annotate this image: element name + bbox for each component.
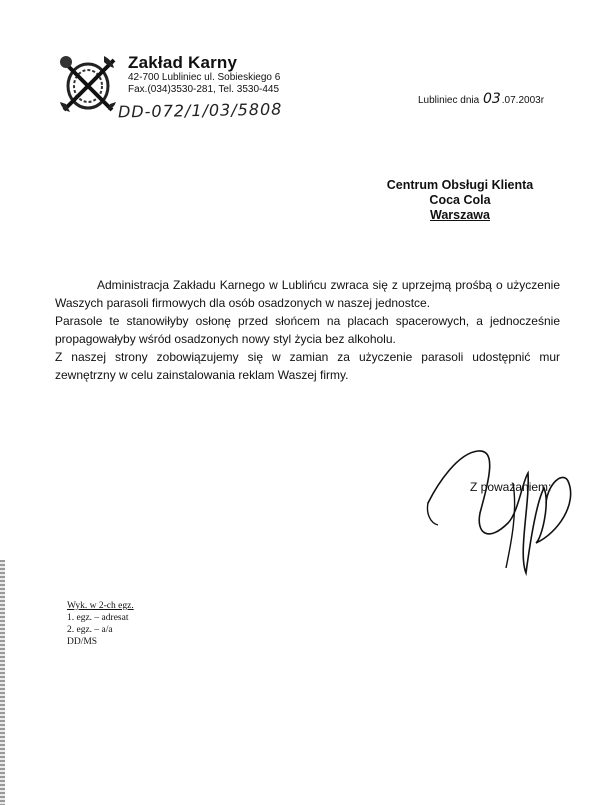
letter-body [55,276,560,384]
contact-line: Fax.(034)3530-281, Tel. 3530-445 [128,84,280,95]
copies-note [67,600,134,648]
organization-name: Zakład Karny [128,53,238,72]
handwritten-signature [418,443,588,583]
copies-item-2: 2. egz. – a/a [67,625,113,635]
date-suffix: .07.2003r [501,95,545,106]
author-initials: DD/MS [67,637,98,647]
organization-contact [128,72,280,96]
copies-item-1: 1. egz. – adresat [67,613,129,623]
recipient-block [360,178,560,223]
handwritten-reference-number: DD-072/1/03/5808 [117,99,283,122]
body-paragraph-3: Z naszej strony zobowiązujemy się w zamian za użyczenie parasoli udostępnić mur zewnętrzny w celu zainstalowania reklam Waszej firmy. [55,350,560,382]
prison-service-emblem-icon [56,52,120,114]
recipient-line-2: Coca Cola [429,193,491,207]
recipient-city: Warszawa [430,208,490,222]
scan-edge-artifact [0,560,5,805]
body-paragraph-1: Administracja Zakładu Karnego w Lublińcu zwraca się z uprzejmą prośbą o użyczenie Waszych parasoli firmowych dla osób osadzonych w naszej jednostce. [55,278,560,310]
date-day-handwritten: 03 [482,91,501,107]
body-paragraph-2: Parasole te stanowiłyby osłonę przed słońcem na placach spacerowych, a jednocześnie propagowałyby wśród osadzonych nowy styl życia bez alkoholu. [55,314,560,346]
copies-heading: Wyk. w 2-ch egz. [67,601,134,611]
closing-text: Z poważaniem: [470,480,552,494]
date-prefix: Lubliniec dnia [418,95,480,106]
recipient-line-1: Centrum Obsługi Klienta [386,178,534,192]
address-line: 42-700 Lubliniec ul. Sobieskiego 6 [128,72,281,83]
date-line [418,91,544,107]
